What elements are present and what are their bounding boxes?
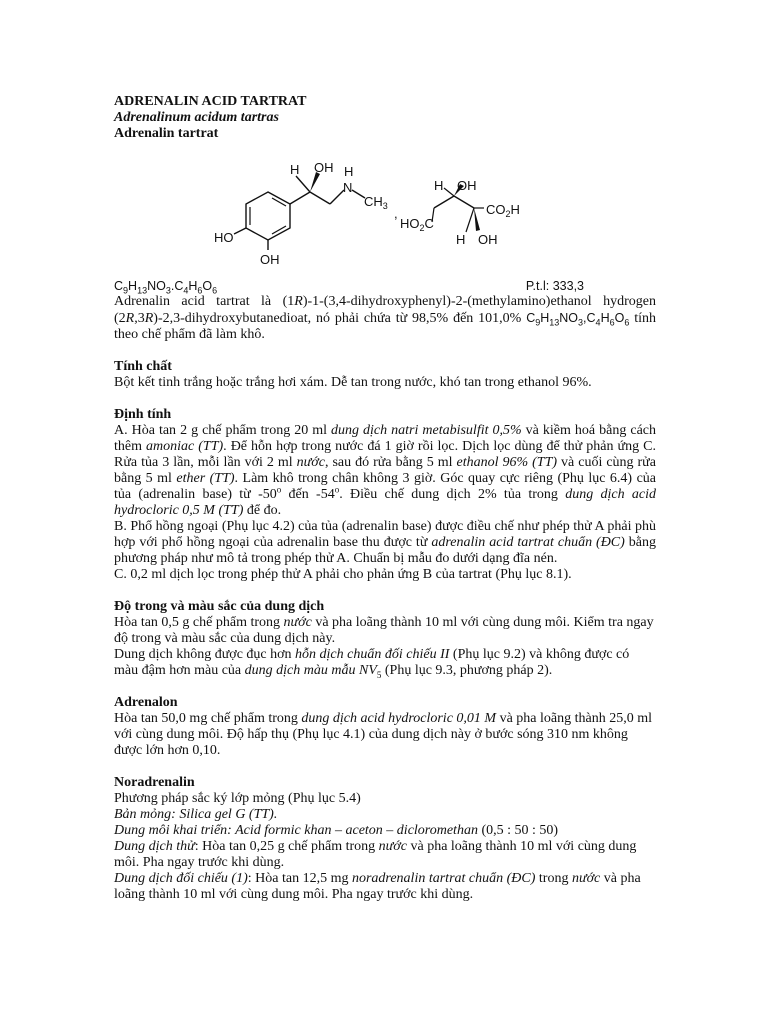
alternate-name: Adrenalin tartrat (114, 126, 219, 141)
do-trong-p2: Dung dịch không được đục hơn hỗn dịch chuẩn đối chiếu II (Phụ lục 9.2) và không được có màu đậm hơn màu của dung dịch màu mẫu $NV_5$ (Phụ lục 9.3, phương pháp 2). (114, 647, 630, 680)
noradrenalin-line-1: Phương pháp sắc ký lớp mỏng (Phụ lục 5.4) (114, 791, 361, 806)
ch3-label: $CH_3$ (364, 194, 388, 211)
benzene-ring (246, 192, 290, 240)
molecular-weight: P.t.l: 333,3 (525, 279, 584, 293)
tartrate-oh-top: OH (457, 178, 477, 193)
body-text (114, 294, 656, 903)
dinh-tinh-b: B. Phổ hồng ngoại (Phụ lục 4.2) của tủa (adrenalin base) được điều chế như phép thử A phải phù hợp với phổ hồng ngoại của adrenalin base thu được từ adrenalin acid tartrat chuẩn (ĐC) bằng phương pháp như mô tả trong phép thử A. Chuẩn bị mẫu đo dưới dạng đĩa nén. (114, 519, 656, 566)
section-heading-noradrenalin: Noradrenalin (114, 775, 195, 790)
monograph-title: ADRENALIN ACID TARTRAT (114, 94, 307, 109)
section-heading-do-trong: Độ trong và màu sắc của dung dịch (114, 599, 325, 614)
noradrenalin-line-2: Bản mỏng: Silica gel G (TT). (114, 807, 278, 822)
n-label: N (343, 180, 353, 195)
noradrenalin-line-3: Dung môi khai triển: Acid formic khan – aceton – dicloromethan (0,5 : 50 : 50) (114, 823, 559, 838)
latin-name: Adrenalinum acidum tartras (114, 110, 279, 125)
noradrenalin-line-5: Dung dịch đối chiếu (1): Hòa tan 12,5 mg noradrenalin tartrat chuẩn (ĐC) trong nước và pha loãng thành 10 ml với cùng dung môi. Pha ngay trước khi dùng. (114, 871, 641, 902)
do-trong-p1: Hòa tan 0,5 g chế phẩm trong nước và pha loãng thành 10 ml với cùng dung môi. Kiểm tra ngay độ trong và màu sắc của dung dịch này. (114, 615, 654, 646)
dinh-tinh-c: C. 0,2 ml dịch lọc trong phép thử A phải cho phản ứng B của tartrat (Phụ lục 8.1). (114, 567, 572, 582)
tinh-chat-text: Bột kết tinh trắng hoặc trắng hơi xám. Dễ tan trong nước, khó tan trong ethanol 96%. (114, 375, 592, 390)
oh-ring-label: OH (260, 252, 280, 267)
adrenalon-text: Hòa tan 50,0 mg chế phẩm trong dung dịch acid hydrocloric 0,01 M và pha loãng thành 25,0 ml với cùng dung môi. Độ hấp thụ (Phụ lục 4.1) của dung dịch này ở bước sóng 310 nm không được lớn hơn 0,10. (114, 711, 652, 758)
ho2c-label: $HO_2C$ (400, 216, 434, 233)
h-label: H (290, 162, 300, 177)
monograph-header (114, 94, 656, 142)
section-heading-tinh-chat: Tính chất (114, 359, 172, 374)
co2h-label: $CO_2H$ (486, 202, 520, 219)
dinh-tinh-a: A. Hòa tan 2 g chế phẩm trong 20 ml dung dịch natri metabisulfit 0,5% và kiềm hoá bằng cách thêm amoniac (TT). Để hỗn hợp trong nước đá 1 giờ rồi lọc. Dịch lọc dùng để thử phản ứng C. Rửa tủa 3 lần, mỗi lần với 2 ml nước, sau đó rửa bằng 5 ml ethanol 96% (TT) và cuối cùng rửa bằng 5 ml ether (TT). Làm khô trong chân không 3 giờ. Góc quay cực riêng (Phụ lục 6.4) của tủa (adrenalin base) từ -50$^o$ đến -54$^o$. Điều chế dung dịch 2% tủa trong dung dịch acid hydrocloric 0,5 M (TT) để đo. (114, 423, 657, 518)
molecular-formula: $C_9H_{13}NO_3.C_4H_6O_6$ (114, 279, 218, 296)
separator-comma: , (394, 206, 398, 221)
nh-h-label: H (344, 164, 354, 179)
tartrate-h-bottom: H (456, 232, 466, 247)
ho-ring-label: HO (214, 230, 234, 245)
formula-row (114, 278, 584, 294)
section-heading-dinh-tinh: Định tính (114, 407, 172, 422)
chemical-structure (210, 152, 530, 270)
tartrate-oh-bottom: OH (478, 232, 498, 247)
intro-paragraph: Adrenalin acid tartrat là (1R)-1-(3,4-dihydroxyphenyl)-2-(methylamino)ethanol hydrogen (2R,3R)-2,3-dihydroxybutanedioat, nó phải chứa từ 98,5% đến 101,0% $C_9H_{13}NO_3,C_4H_6O_6$ tính theo chế phẩm đã làm khô. (114, 294, 657, 342)
tartrate-h-top: H (434, 178, 444, 193)
oh-label: OH (314, 160, 334, 175)
section-heading-adrenalon: Adrenalon (114, 695, 178, 710)
noradrenalin-line-4: Dung dịch thử: Hòa tan 0,25 g chế phẩm trong nước và pha loãng thành 10 ml với cùng dung môi. Pha ngay trước khi dùng. (114, 839, 637, 870)
